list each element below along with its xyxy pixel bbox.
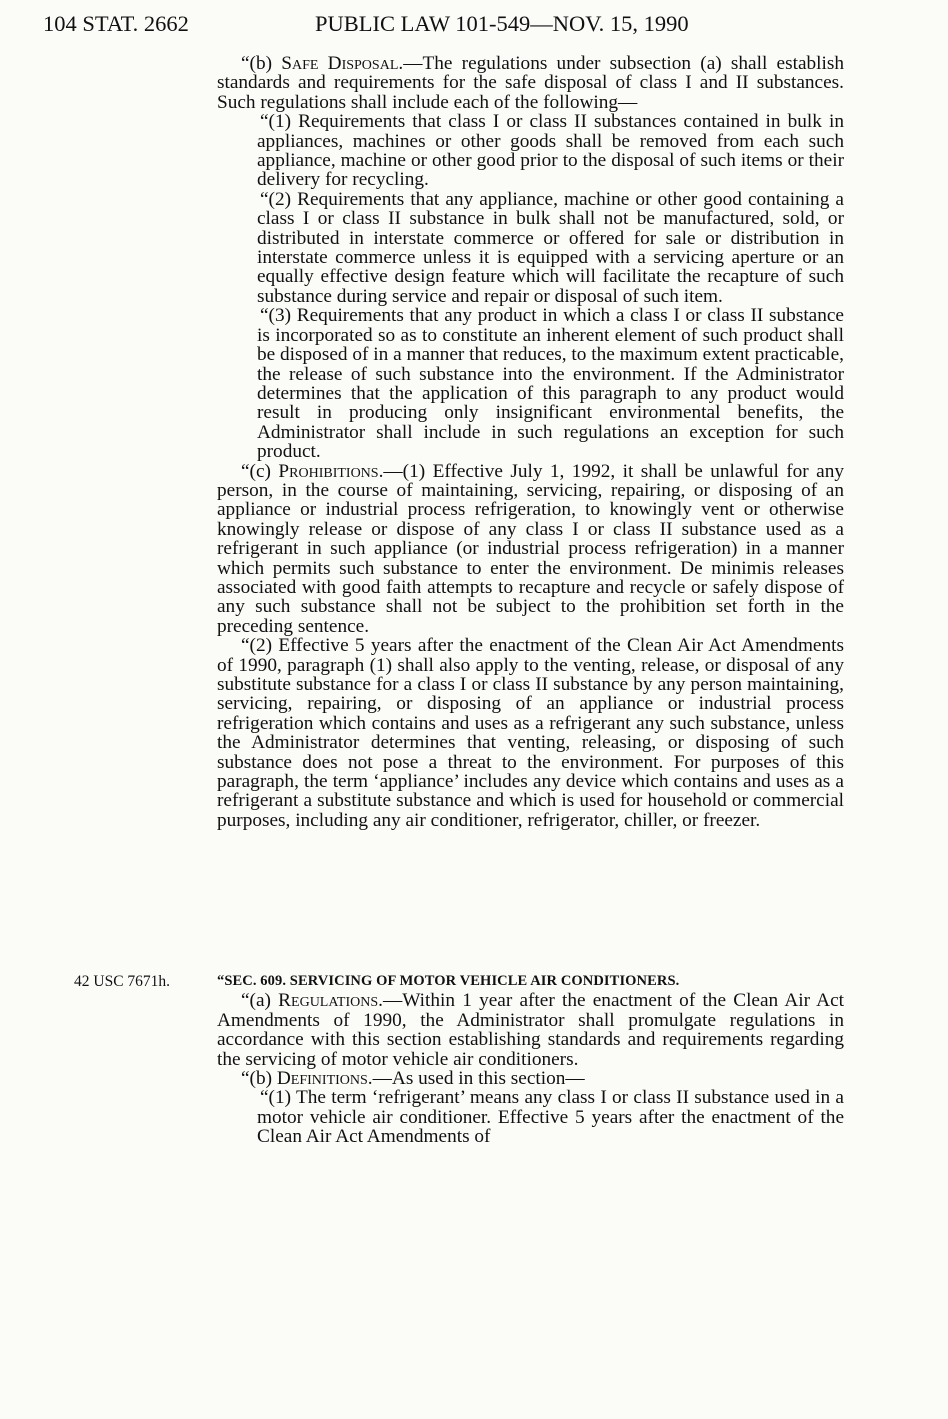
- subsection-heading: Prohibitions: [278, 460, 379, 482]
- paragraph-b1: “(1) Requirements that class I or class II substances contained in bulk in appliances, machines or other goods shall be removed from each such appliance, machine or other good prior to the disposal of such items or their delivery for recycling.: [257, 111, 844, 191]
- subsection-c-prohibitions: “(c) Prohibitions.—(1) Effective July 1, 1992, it shall be unlawful for any person, in the course of maintaining, servicing, repairing, or disposing of an appliance or industrial process refrigeration, to knowingly vent or otherwise knowingly release or dispose of any class I or class II substance used as a refrigerant in such appliance (or industrial process refrigeration) in a manner which permits such substance to enter the environment. De minimis releases associated with good faith attempts to recapture and recycle or safely dispose of any such substance shall not be subject to the prohibition set forth in the preceding sentence.: [217, 460, 845, 637]
- usc-margin-citation: 42 USC 7671h.: [74, 973, 171, 990]
- public-law-reference: PUBLIC LAW 101-549—NOV. 15, 1990: [315, 11, 689, 36]
- paragraph-c2: “(2) Effective 5 years after the enactment of the Clean Air Act Amendments of 1990, paragraph (1) shall also apply to the venting, release, or disposal of any substitute substance for a class I or class II substance by any person maintaining, servicing, repairing, or disposing of an appliance or industrial process refrigeration which contains and uses as a refrigerant any such substance, unless the Administrator determines that venting, releasing, or disposing of such substance does not pose a threat to the environment. For purposes of this paragraph, the term ‘appliance’ includes any device which contains and uses as a refrigerant a substitute substance and which is used for household or commercial purposes, including any air conditioner, refrigerator, chiller, or freezer.: [217, 635, 844, 831]
- subsection-heading: Regulations: [278, 990, 379, 1012]
- subsection-b-definitions: “(b) Definitions.—As used in this section—: [241, 1068, 585, 1090]
- paragraph-b1-refrigerant: “(1) The term ‘refrigerant’ means any class I or class II substance used in a motor vehicle air conditioner. Effective 5 years after the enactment of the Clean Air Act Amendments of: [257, 1087, 844, 1148]
- section-heading: “SEC. 609. SERVICING OF MOTOR VEHICLE AIR CONDITIONERS.: [217, 973, 680, 989]
- subsection-b-safe-disposal: “(b) Safe Disposal.—The regulations under subsection (a) shall establish standards and requirements for the safe disposal of class I and II substances. Such regulations shall include each of the following—: [217, 53, 844, 113]
- stat-page-reference: 104 STAT. 2662: [43, 11, 189, 36]
- subsection-heading: Safe Disposal: [281, 53, 399, 74]
- section-608-continued: [217, 54, 844, 830]
- subsection-heading: Definitions: [276, 1068, 368, 1090]
- paragraph-b2: “(2) Requirements that any appliance, machine or other good containing a class I or class II substance in bulk shall not be manufactured, sold, or distributed in interstate commerce or offered for sale or distribution in interstate commerce unless it is equipped with a servicing aperture or an equally effective design feature which will facilitate the recapture of such substance during service and repair or disposal of such item.: [257, 188, 844, 307]
- section-609: [217, 972, 844, 1147]
- subsection-a-regulations: “(a) Regulations.—Within 1 year after the enactment of the Clean Air Act Amendments of 1990, the Administrator shall promulgate regulations in accordance with this section establishing standards and requirements regarding the servicing of motor vehicle air conditioners.: [217, 990, 845, 1070]
- paragraph-b3: “(3) Requirements that any product in which a class I or class II substance is incorporated so as to constitute an inherent element of such product shall be disposed of in a manner that reduces, to the maximum extent practicable, the release of such substance into the environment. If the Administrator determines that the application of this paragraph to any product would result in producing only insignificant environmental benefits, the Administrator shall include in such regulations an exception for such product.: [257, 305, 844, 463]
